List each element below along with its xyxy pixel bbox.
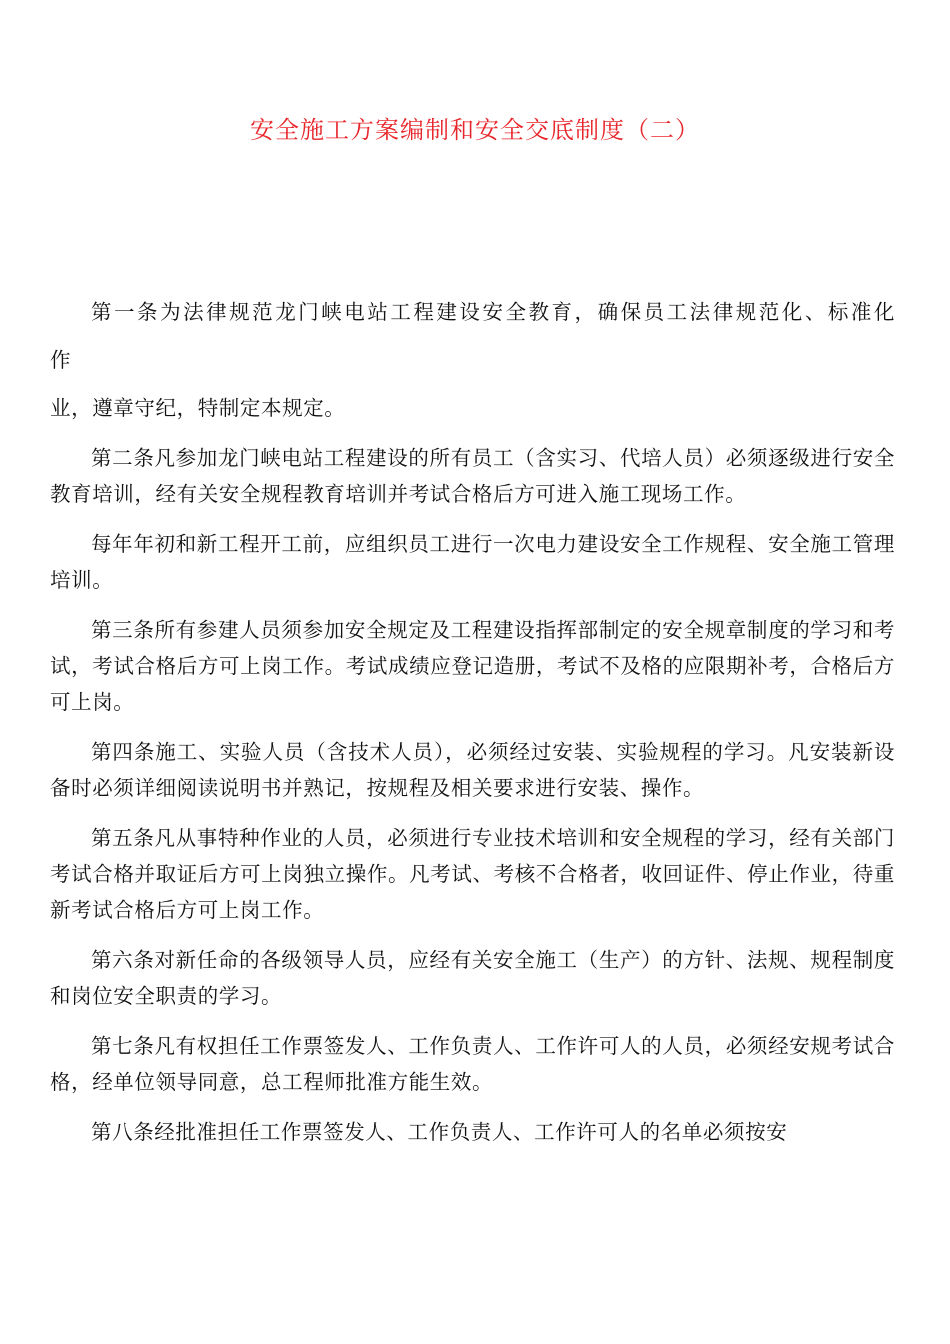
paragraph-article-3: 第三条所有参建人员须参加安全规定及工程建设指挥部制定的安全规章制度的学习和考试，考试合格后方可上岗工作。考试成绩应登记造册，考试不及格的应限期补考，合格后方可上岗。: [50, 618, 895, 714]
paragraph-annual-training: 每年年初和新工程开工前，应组织员工进行一次电力建设安全工作规程、安全施工管理培训。: [50, 532, 895, 592]
paragraph-line: 第一条为法律规范龙门峡电站工程建设安全教育，确保员工法律规范化、标准化: [91, 300, 895, 324]
paragraph-article-7: 第七条凡有权担任工作票签发人、工作负责人、工作许可人的人员，必须经安规考试合格，经单位领导同意，总工程师批准方能生效。: [50, 1034, 895, 1094]
paragraph-article-5: 第五条凡从事特种作业的人员，必须进行专业技术培训和安全规程的学习，经有关部门考试合格并取证后方可上岗独立操作。凡考试、考核不合格者，收回证件、停止作业，待重新考试合格后方可上岗工作。: [50, 826, 895, 922]
document-title: 安全施工方案编制和安全交底制度（二）: [250, 116, 700, 144]
paragraph-article-4: 第四条施工、实验人员（含技术人员），必须经过安装、实验规程的学习。凡安装新设备时必须详细阅读说明书并熟记，按规程及相关要求进行安装、操作。: [50, 740, 895, 800]
paragraph-line: 作: [50, 348, 72, 372]
paragraph-article-8: 第八条经批准担任工作票签发人、工作负责人、工作许可人的名单必须按安: [91, 1120, 788, 1144]
paragraph-line: 业，遵章守纪，特制定本规定。: [50, 396, 346, 420]
paragraph-article-1: [50, 294, 895, 426]
document-body: [50, 294, 895, 1164]
paragraph-article-6: 第六条对新任命的各级领导人员，应经有关安全施工（生产）的方针、法规、规程制度和岗位安全职责的学习。: [50, 948, 895, 1008]
paragraph-article-2: 第二条凡参加龙门峡电站工程建设的所有员工（含实习、代培人员）必须逐级进行安全教育培训，经有关安全规程教育培训并考试合格后方可进入施工现场工作。: [50, 446, 895, 506]
